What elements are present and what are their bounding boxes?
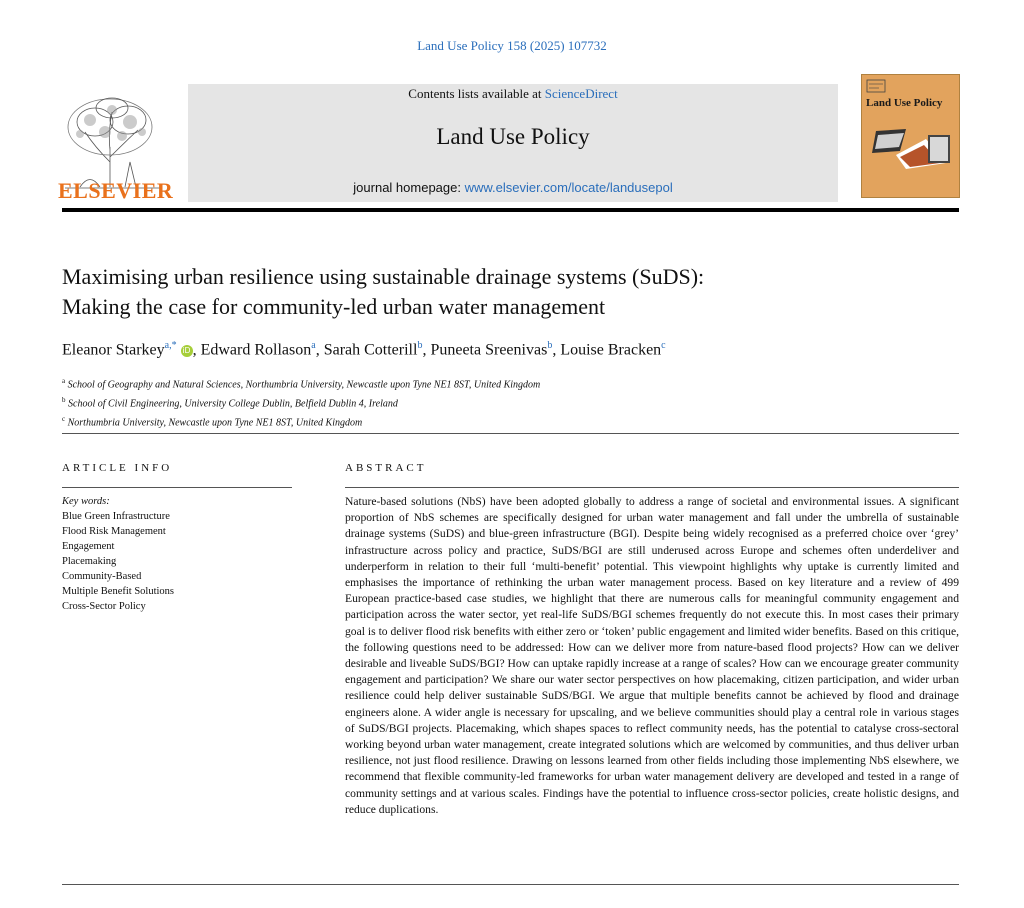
affiliation-item: $^b$ School of Civil Engineering, University College Dublin, Belfield Dublin 4, Ireland [62, 395, 398, 410]
homepage-link[interactable]: www.elsevier.com/locate/landusepol [464, 180, 673, 195]
abstract-rule [345, 487, 959, 488]
keyword-item: Community-Based [62, 571, 142, 582]
author-name[interactable]: Sarah Cotterill [323, 341, 418, 359]
keyword-item: Multiple Benefit Solutions [62, 586, 174, 597]
bottom-rule [62, 884, 959, 885]
author-list: Eleanor Starkey$^{a,*}$ iD , Edward Rollason$^a$, Sarah Cotterill$^b$, Puneeta Sreenivas$^b$, Louise Bracken$^c$ [62, 340, 666, 359]
author-affil-sup[interactable]: b [547, 340, 553, 351]
orcid-icon[interactable]: iD [181, 345, 193, 357]
author-name[interactable]: Louise Bracken [560, 341, 662, 359]
journal-title: Land Use Policy [436, 124, 590, 149]
article-info-rule [62, 487, 292, 488]
cover-header-icon [866, 79, 886, 93]
affiliation-item: $^a$ School of Geography and Natural Sciences, Northumbria University, Newcastle upon Tyne NE1 8ST, United Kingdom [62, 377, 541, 391]
author-name[interactable]: Eleanor Starkey [62, 341, 165, 359]
header-rule [62, 208, 959, 212]
journal-cover[interactable] [861, 74, 960, 198]
contents-line [188, 86, 838, 102]
keywords-block [62, 494, 174, 614]
keyword-item: Placemaking [62, 556, 117, 567]
affiliations [62, 374, 540, 430]
affiliation-rule [62, 433, 959, 434]
keyword-item: Cross-Sector Policy [62, 601, 146, 612]
cover-title: Land Use Policy [866, 97, 943, 109]
title-line-2: Making the case for community-led urban water management [62, 294, 606, 319]
keyword-item: Engagement [62, 541, 115, 552]
abstract-heading: ABSTRACT [345, 462, 427, 474]
journal-citation[interactable]: Land Use Policy 158 (2025) 107732 [417, 38, 607, 53]
abstract-text: Nature-based solutions (NbS) have been adopted globally to address a range of societal and environmental issues. A significant proportion of NbS schemes are specifically designed for urban water management and fall under the umbrella of sustainable drainage systems (SuDS) and blue-green infrastructure (BGI). Despite being widely recognised as a preferred choice over ‘grey’ infrastructure across policy and practice, SuDS/BGI are still underused across Europe and schemes often underdeliver and underperform in relation to their full ‘multi-benefit’ potential. This viewpoint highlights why uptake is currently limited and emphasises the importance of rethinking the urban water management process. Based on key literature and a review of 499 European practice-based case studies, we highlight that there are numerous calls for meaningful community engagement and participation across the water sector, yet real-life SuDS/BGI schemes frequently do not execute this. In most cases their primary goal is to deliver flood risk benefits with either zero or ‘token’ public engagement and limited wider benefits. Based on this critique, the following questions need to be addressed: How can we deliver more from nature-based flood projects? How can we deliver desirable and liveable SuDS/BGI? How can uptake rapidly increase at a range of scales? How can we encourage greater community engagement and participation? We share our water sector perspectives on how placemaking, citizen participation, and wider urban resilience could help deliver sustainable SuDS/BGI. We argue that multiple benefits cannot be achieved by flood and drainage engineers alone. A wider angle is necessary for upscaling, and we believe communities should play a central role in various stages of SuDS/BGI projects. Placemaking, which shapes spaces to reflect community needs, has the potential to catalyse cross-sectoral working beyond urban water management, create integrated solutions which are welcomed by communities, and thus deliver urban resilience, not just flood resilience. Drawing on lessons learned from other fields including those implementing NbS elsewhere, we recommend that flexible community-led frameworks for urban water management delivery are developed and tested in a range of community settings and at various scales. Findings have the potential to influence cross-sector policies, create holistic designs, and reduce duplications. [345, 495, 959, 816]
author-name[interactable]: Edward Rollason [200, 341, 312, 359]
homepage-line [188, 180, 838, 195]
journal-banner [188, 84, 838, 202]
author-affil-sup[interactable]: c [661, 340, 666, 351]
publisher-name: ELSEVIER [58, 178, 174, 203]
keyword-item: Flood Risk Management [62, 526, 166, 537]
author-affil-sup[interactable]: a,* [164, 340, 177, 351]
title-line-1: Maximising urban resilience using sustainable drainage systems (SuDS): [62, 264, 705, 289]
keyword-item: Blue Green Infrastructure [62, 511, 170, 522]
article-title [62, 262, 962, 322]
homepage-prefix: journal homepage: [353, 180, 461, 195]
keywords-label: Key words: [62, 496, 110, 507]
cover-image [866, 121, 954, 171]
contents-prefix: Contents lists available at [408, 86, 542, 101]
author-name[interactable]: Puneeta Sreenivas [430, 341, 548, 359]
affiliation-item: $^c$ Northumbria University, Newcastle upon Tyne NE1 8ST, United Kingdom [62, 414, 363, 428]
sciencedirect-link[interactable]: ScienceDirect [544, 86, 618, 101]
author-affil-sup[interactable]: a [311, 340, 316, 351]
author-affil-sup[interactable]: b [417, 340, 423, 351]
article-info-heading: ARTICLE INFO [62, 462, 173, 474]
